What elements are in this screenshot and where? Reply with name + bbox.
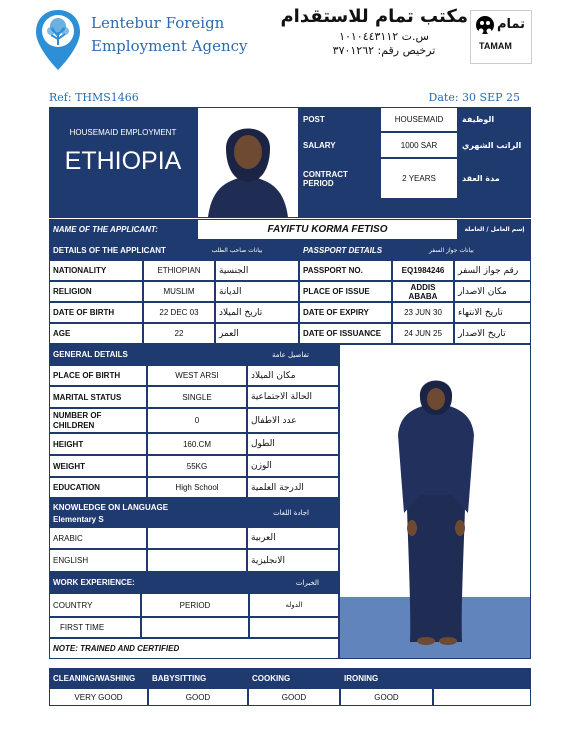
general-details-label: GENERAL DETAILS — [49, 344, 196, 365]
expiry-value: 23 JUN 30 — [392, 302, 454, 323]
issuance-label: DATE OF ISSUANCE — [299, 323, 392, 344]
children-value: 0 — [147, 408, 247, 433]
age-arabic: العمر — [215, 323, 299, 344]
first-time-country — [249, 617, 339, 638]
english-language-value — [147, 549, 247, 572]
education-label: EDUCATION — [49, 477, 147, 498]
work-country-label: COUNTRY — [49, 593, 141, 617]
place-of-birth-label: PLACE OF BIRTH — [49, 365, 147, 386]
arabic-license-number: ترخيص رقم: ٣٧٠١٢٦٢ — [332, 44, 436, 57]
passport-label: PASSPORT DETAILS — [299, 240, 425, 260]
marital-status-label: MARITAL STATUS — [49, 386, 147, 408]
nationality-arabic: الجنسية — [215, 260, 299, 281]
contract-value: 2 YEARS — [380, 158, 458, 199]
skill-cleaning-label: CLEANING/WASHING — [49, 668, 148, 688]
arabic-language-arabic: العربية — [247, 527, 339, 549]
post-arabic: الوظيفة — [458, 107, 531, 132]
place-of-birth-arabic: مكان الميلاد — [247, 365, 339, 386]
skill-cooking-value: GOOD — [248, 688, 340, 706]
age-value: 22 — [143, 323, 215, 344]
dob-value: 22 DEC 03 — [143, 302, 215, 323]
language-arabic: اجادة اللغات — [196, 498, 339, 527]
english-language-label: ENGLISH — [49, 549, 147, 572]
portrait-photo — [197, 107, 299, 218]
reference-number: Ref: THMS1466 — [49, 91, 139, 104]
skill-cooking-label: COOKING — [248, 668, 340, 688]
nationality-label: NATIONALITY — [49, 260, 143, 281]
arabic-language-value — [147, 527, 247, 549]
top-spacer — [299, 199, 531, 218]
religion-label: RELIGION — [49, 281, 143, 302]
skill-ironing-value: GOOD — [340, 688, 433, 706]
applicant-name-label: NAME OF THE APPLICANT: — [49, 219, 197, 240]
salary-value: 1000 SAR — [380, 132, 458, 158]
tamam-logo — [470, 10, 532, 64]
expiry-arabic: تاريخ الانتهاء — [454, 302, 531, 323]
passport-arabic: بيانات جواز السفر — [425, 240, 531, 260]
details-label: DETAILS OF THE APPLICANT — [49, 240, 175, 260]
tamam-logo-arabic: تمام — [497, 17, 526, 32]
children-arabic: عدد الاطفال — [247, 408, 339, 433]
language-header — [49, 498, 196, 527]
dob-arabic: تاريخ الميلاد — [215, 302, 299, 323]
skill-babysitting-label: BABYSITTING — [148, 668, 248, 688]
children-label: NUMBER OF CHILDREN — [49, 408, 147, 433]
applicant-name-value: FAYIFTU KORMA FETISO — [197, 219, 458, 240]
age-label: AGE — [49, 323, 143, 344]
expiry-label: DATE OF EXPIRY — [299, 302, 392, 323]
skill-extra-value — [433, 688, 531, 706]
work-period-label: PERIOD — [141, 593, 249, 617]
arabic-office-name: مكتب تمام للاستقدام — [280, 6, 468, 27]
passport-no-value: EQ1984246 — [392, 260, 454, 281]
height-arabic: الطول — [247, 433, 339, 455]
place-of-issue-arabic: مكان الاصدار — [454, 281, 531, 302]
weight-value: 55KG — [147, 455, 247, 477]
agency-name-line2: Employment Agency — [91, 37, 248, 55]
tamam-logo-latin: TAMAM — [479, 41, 512, 51]
contract-arabic: مدة العقد — [458, 158, 531, 199]
issuance-value: 24 JUN 25 — [392, 323, 454, 344]
salary-arabic: الراتب الشهري — [458, 132, 531, 158]
skill-cleaning-value: VERY GOOD — [49, 688, 148, 706]
passport-no-arabic: رقم جواز السفر — [454, 260, 531, 281]
issuance-arabic: تاريخ الاصدار — [454, 323, 531, 344]
arabic-language-label: ARABIC — [49, 527, 147, 549]
weight-arabic: الوزن — [247, 455, 339, 477]
full-body-photo — [339, 344, 531, 659]
dob-label: DATE OF BIRTH — [49, 302, 143, 323]
skill-babysitting-value: GOOD — [148, 688, 248, 706]
work-country-arabic: الدوله — [249, 593, 339, 617]
arabic-cr-number: س.ت ١٠١٠٤٤٣١١٢ — [339, 30, 429, 43]
applicant-name-arabic: إسم العامل / العاملة — [458, 219, 531, 240]
passport-no-label: PASSPORT NO. — [299, 260, 392, 281]
details-arabic: بيانات صاحب الطلب — [175, 240, 299, 260]
form-date: Date: 30 SEP 25 — [428, 91, 520, 104]
skill-extra-header — [433, 668, 531, 688]
language-label: KNOWLEDGE ON LANGUAGE — [53, 503, 169, 512]
salary-label: SALARY — [299, 132, 380, 158]
skill-ironing-label: IRONING — [340, 668, 433, 688]
place-of-issue-value: ADDIS ABABA — [392, 281, 454, 302]
general-details-arabic: تفاصيل عامة — [196, 344, 339, 365]
work-note: NOTE: TRAINED AND CERTIFIED — [49, 638, 339, 659]
marital-status-arabic: الحالة الاجتماعية — [247, 386, 339, 408]
agency-name-line1: Lentebur Foreign — [91, 14, 225, 32]
place-of-issue-label: PLACE OF ISSUE — [299, 281, 392, 302]
place-of-birth-value: WEST ARSI — [147, 365, 247, 386]
language-level: Elementary S — [53, 515, 104, 524]
religion-value: MUSLIM — [143, 281, 215, 302]
weight-label: WEIGHT — [49, 455, 147, 477]
contract-label: CONTRACT PERIOD — [299, 158, 380, 199]
work-experience-arabic: الخبرات — [249, 572, 339, 593]
first-time-period — [141, 617, 249, 638]
first-time-label: FIRST TIME — [49, 617, 141, 638]
nationality-value: ETHIOPIAN — [143, 260, 215, 281]
employment-label: HOUSEMAID EMPLOYMENT — [69, 128, 177, 137]
height-value: 160.CM — [147, 433, 247, 455]
country-panel — [49, 107, 197, 218]
education-arabic: الدرجة العلمية — [247, 477, 339, 498]
agency-logo — [33, 8, 83, 72]
height-label: HEIGHT — [49, 433, 147, 455]
post-label: POST — [299, 107, 380, 132]
country-title: ETHIOPIA — [64, 147, 182, 175]
english-language-arabic: الانجليزية — [247, 549, 339, 572]
post-value: HOUSEMAID — [380, 107, 458, 132]
work-experience-label: WORK EXPERIENCE: — [49, 572, 249, 593]
religion-arabic: الديانة — [215, 281, 299, 302]
education-value: High School — [147, 477, 247, 498]
marital-status-value: SINGLE — [147, 386, 247, 408]
